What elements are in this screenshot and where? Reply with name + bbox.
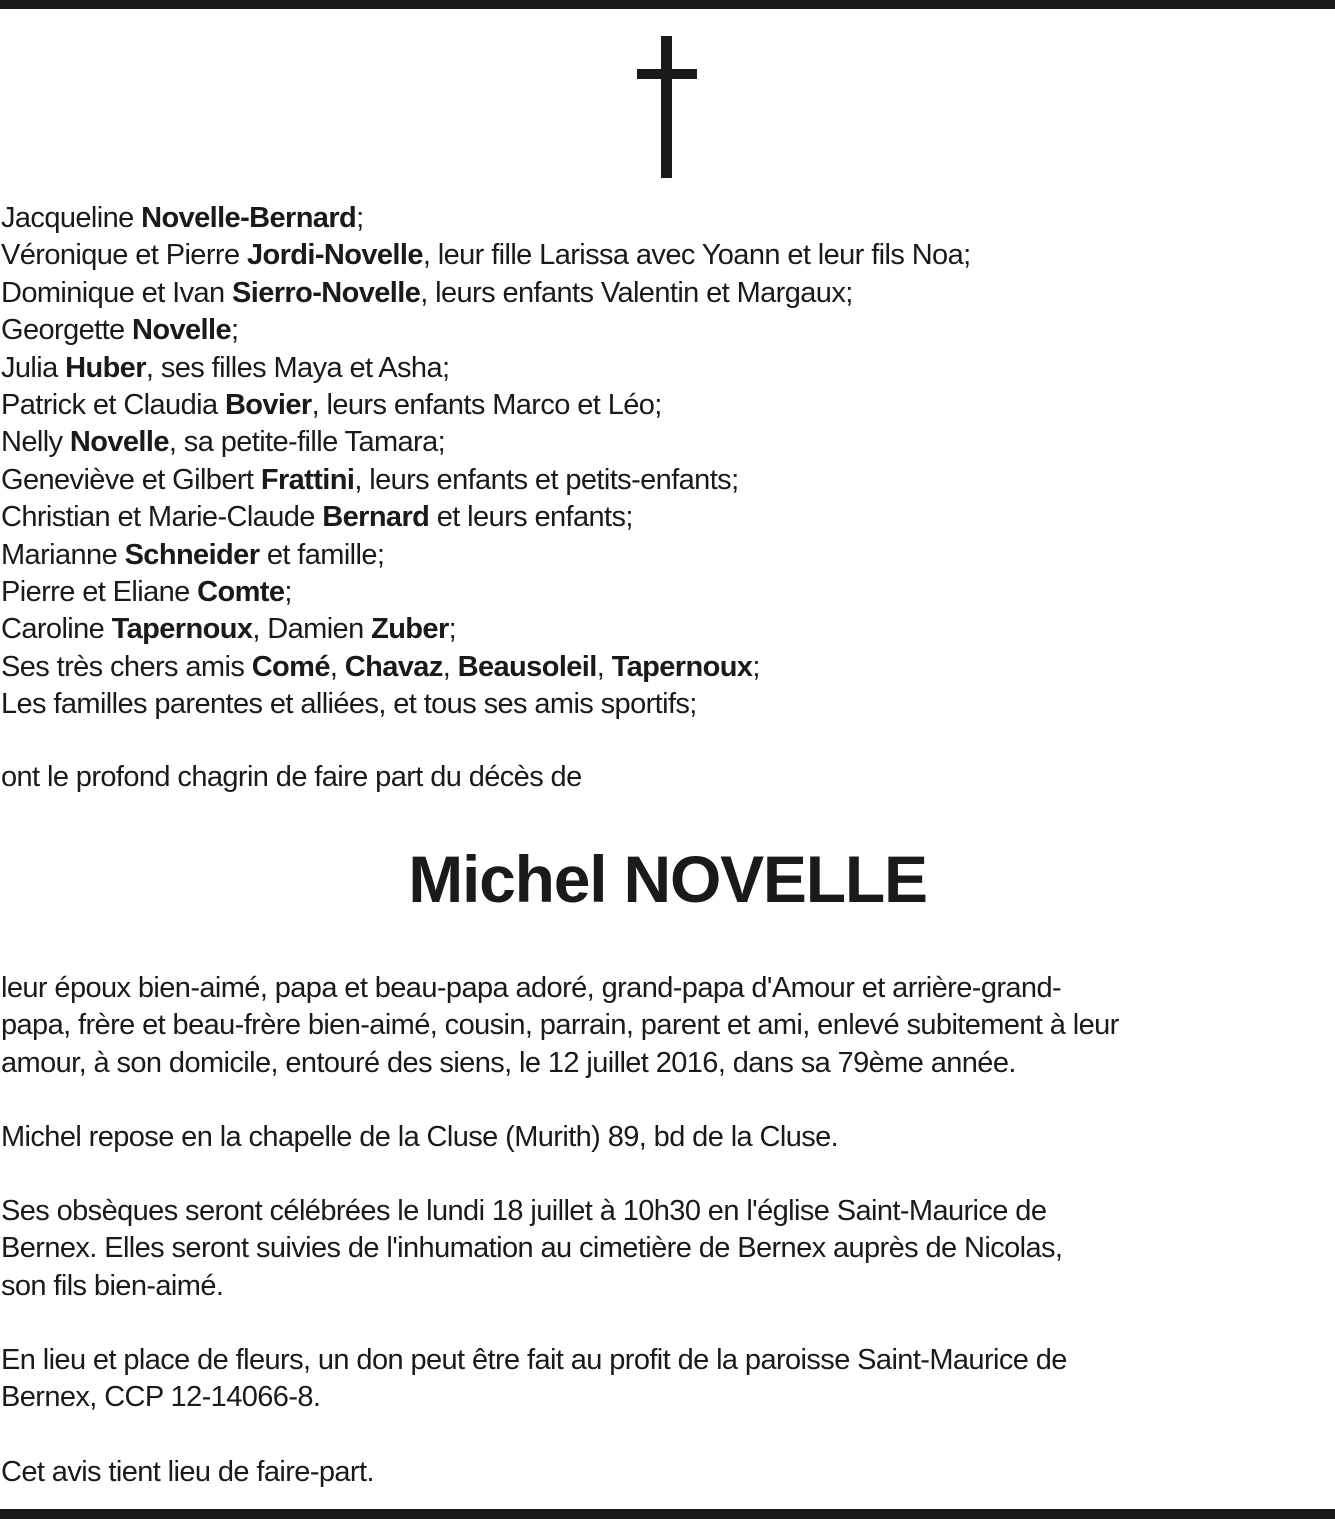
description-paragraph [1, 970, 1335, 1082]
mourner-text: Dominique et Ivan [1, 276, 232, 309]
mourner-text: ; [284, 575, 292, 608]
repose-paragraph [1, 1119, 1335, 1156]
mourner-text: Caroline [1, 613, 112, 646]
mourner-text: , leur fille Larissa avec Yoann et leur fils Noa; [422, 239, 971, 272]
donation-line: En lieu et place de fleurs, un don peut être fait au profit de la paroisse Saint-Maurice de [1, 1344, 1067, 1376]
mourner-text: ; [231, 314, 239, 347]
deceased-name: Michel NOVELLE [408, 842, 927, 916]
mourner-line [1, 537, 1331, 574]
family-name: Novelle [69, 426, 169, 459]
top-border-rule [0, 0, 1335, 9]
mourner-line [1, 649, 1331, 686]
mourner-text: Jacqueline [1, 202, 142, 234]
mourner-text: Véronique et Pierre [1, 239, 247, 272]
mourner-text: Pierre et Eliane [1, 575, 198, 608]
family-name: Bernard [322, 501, 430, 534]
mourner-text: Julia [1, 351, 66, 384]
description-line: papa, frère et beau-frère bien-aimé, cousin, parrain, parent et ami, enlevé subitement à leur [1, 1009, 1119, 1042]
mourner-line [1, 275, 1331, 312]
family-name: Zuber [371, 613, 449, 646]
family-name: Sierro-Novelle [232, 276, 421, 309]
mourner-text: , leurs enfants Valentin et Margaux; [420, 276, 853, 309]
donation-line: Bernex, CCP 12-14066-8. [1, 1381, 321, 1414]
mourner-line [1, 686, 1331, 723]
mourner-text: Marianne [1, 538, 125, 571]
mourner-text: , [596, 650, 612, 683]
mourner-text: , leurs enfants Marco et Léo; [311, 388, 662, 421]
mourner-text: , leurs enfants et petits-enfants; [354, 463, 739, 496]
mourner-text: , sa petite-fille Tamara; [168, 426, 446, 459]
mourner-text: Christian et Marie-Claude [1, 501, 323, 534]
announcement-paragraph [1, 759, 1335, 796]
mourner-text: Les familles parentes et alliées, et tous ses amis sportifs; [1, 688, 697, 721]
family-name: Bovier [224, 388, 312, 421]
description-line: leur époux bien-aimé, papa et beau-papa adoré, grand-papa d'Amour et arrière-grand- [1, 972, 1062, 1004]
mourner-text: Patrick et Claudia [1, 388, 225, 421]
mourner-text: et famille; [259, 538, 385, 571]
mourners-list [1, 200, 1331, 723]
mourner-line [1, 574, 1331, 611]
family-name: Chavaz [344, 650, 443, 683]
mourner-text: ; [752, 650, 760, 683]
family-name: Novelle-Bernard [141, 202, 357, 234]
mourner-text: , Damien [252, 613, 372, 646]
mourner-text: Ses très chers amis [1, 650, 252, 683]
closing-text: Cet avis tient lieu de faire-part. [1, 1456, 374, 1488]
funeral-paragraph [1, 1193, 1335, 1305]
mourner-line [1, 462, 1331, 499]
mourner-line [1, 312, 1331, 349]
bottom-border-rule [0, 1509, 1335, 1519]
funeral-line: Bernex. Elles seront suivies de l'inhumation au cimetière de Bernex auprès de Nicolas, [1, 1232, 1063, 1265]
mourner-text: Georgette [1, 314, 133, 347]
mourner-line [1, 611, 1331, 648]
mourner-text: ; [448, 613, 457, 646]
funeral-line: son fils bien-aimé. [1, 1269, 224, 1302]
latin-cross-icon [637, 36, 697, 178]
cross-horizontal-bar [637, 69, 697, 79]
donation-paragraph [1, 1342, 1335, 1417]
mourner-line [1, 237, 1331, 274]
mourner-line [1, 387, 1331, 424]
family-name: Comé [251, 650, 330, 683]
family-name: Huber [65, 351, 146, 384]
mourner-line [1, 499, 1331, 536]
mourner-text: , [442, 650, 458, 683]
cross-vertical-bar [661, 36, 672, 178]
mourner-text: Nelly [1, 426, 70, 459]
mourner-text: , ses filles Maya et Asha; [145, 351, 450, 384]
family-name: Tapernoux [111, 613, 253, 646]
family-name: Comte [197, 575, 285, 608]
family-name: Tapernoux [611, 650, 753, 683]
funeral-line: Ses obsèques seront célébrées le lundi 18 juillet à 10h30 en l'église Saint-Maurice de [1, 1195, 1047, 1227]
family-name: Beausoleil [457, 650, 597, 683]
mourner-line [1, 350, 1331, 387]
closing-paragraph [1, 1454, 1335, 1491]
family-name: Jordi-Novelle [246, 239, 423, 272]
mourner-line [1, 424, 1331, 461]
description-line: amour, à son domicile, entouré des siens, le 12 juillet 2016, dans sa 79ème année. [1, 1046, 1016, 1079]
repose-text: Michel repose en la chapelle de la Cluse (Murith) 89, bd de la Cluse. [1, 1121, 839, 1153]
mourner-text: ; [356, 202, 364, 234]
mourner-text: , [329, 650, 345, 683]
mourner-text: Geneviève et Gilbert [1, 463, 261, 496]
mourner-line [1, 200, 1331, 237]
announcement-text: ont le profond chagrin de faire part du décès de [1, 761, 582, 793]
family-name: Frattini [260, 463, 355, 496]
family-name: Novelle [132, 314, 231, 347]
family-name: Schneider [124, 538, 260, 571]
mourner-text: et leurs enfants; [429, 501, 633, 534]
